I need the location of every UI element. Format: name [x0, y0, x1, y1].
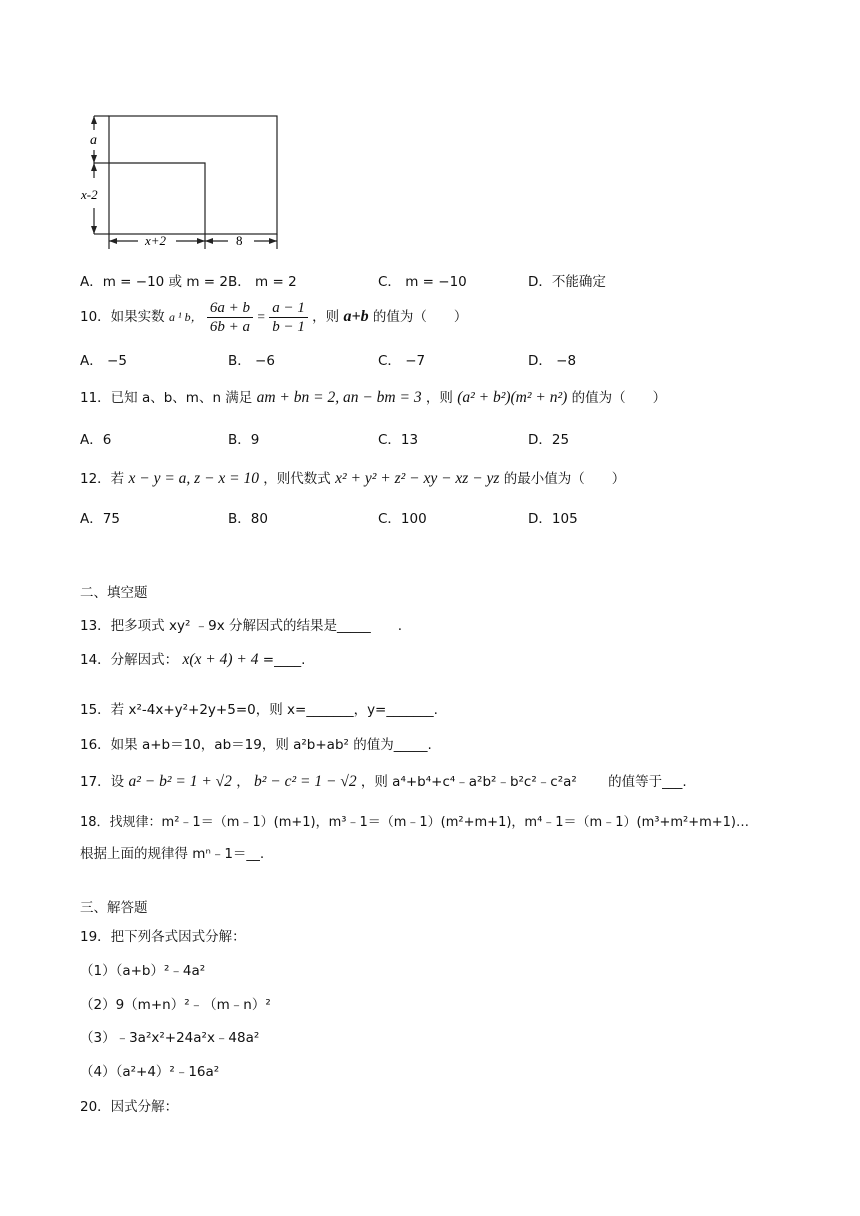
q9-option-a: A．m = −10 或 m = 2	[80, 274, 228, 290]
q11-option-d: D．25	[528, 432, 570, 448]
q9-option-d: D．不能确定	[528, 274, 606, 290]
q10-option-a: A． −5	[80, 353, 127, 369]
question-10: 10．如果实数 a ¹ b， $\frac{6a + b}{6b + a}$ = $\frac{a - 1}{b - 1}$ ，则 a+b 的值为（ ）	[80, 299, 468, 335]
section-fill-in-heading: 二、填空题	[80, 585, 148, 601]
q12-option-b: B．80	[228, 511, 268, 527]
label-x-plus-2: x+2	[145, 233, 167, 248]
q10-option-d: D． −8	[528, 353, 577, 369]
question-13: 13．把多项式 xy² ﹣9x 分解因式的结果是_____ .	[80, 618, 403, 634]
q9-option-c: C． m = −10	[378, 274, 467, 290]
question-20: 20．因式分解：	[80, 1099, 179, 1115]
q10-fraction-left: $\frac{6a + b}{6b + a}$	[207, 299, 253, 336]
q9-option-b: B． m = 2	[228, 274, 297, 290]
label-8: 8	[236, 233, 243, 248]
q10-option-b: B． −6	[228, 353, 275, 369]
question-18-line1: 18．找规律：m²﹣1＝（m﹣1）(m+1)，m³﹣1＝（m﹣1）(m²+m+1)，m⁴﹣1＝（m﹣1）(m³+m²+m+1)…	[80, 815, 749, 830]
q10-fraction-right: $\frac{a - 1}{b - 1}$	[269, 299, 308, 336]
question-19-title: 19．把下列各式因式分解：	[80, 929, 246, 945]
question-16: 16．如果 a+b＝10，ab＝19，则 a²b+ab² 的值为_____.	[80, 737, 432, 753]
q12-option-d: D．105	[528, 511, 578, 527]
q19-item-3: （3）﹣3a²x²+24a²x﹣48a²	[80, 1030, 260, 1046]
q19-item-4: （4）（a²+4）²﹣16a²	[80, 1064, 220, 1080]
question-18-line2: 根据上面的规律得 mⁿ﹣1＝__.	[80, 846, 265, 862]
q12-option-c: C．100	[378, 511, 427, 527]
q19-item-2: （2）9（m+n）²﹣（m﹣n）²	[80, 997, 271, 1013]
q11-option-a: A．6	[80, 432, 112, 448]
question-15: 15．若 x²-4x+y²+2y+5=0，则 x=_______，y=_______.	[80, 702, 438, 718]
question-14: 14．分解因式： x(x + 4) + 4 =____.	[80, 651, 306, 668]
q12-option-a: A．75	[80, 511, 120, 527]
q11-option-c: C．13	[378, 432, 419, 448]
question-12: 12．若 x − y = a, z − x = 10 ，则代数式 x² + y² + z² − xy − xz − yz 的最小值为（ ）	[80, 470, 626, 487]
question-11: 11．已知 a、b、m、n 满足 am + bn = 2, an − bm = 3 ，则 (a² + b²)(m² + n²) 的值为（ ）	[80, 389, 667, 406]
q11-option-b: B．9	[228, 432, 260, 448]
label-a: a	[90, 133, 97, 148]
q19-item-1: （1）（a+b）²﹣4a²	[80, 963, 206, 979]
question-17: 17．设 a² − b² = 1 + √2 ， b² − c² = 1 − √2 ，则 a⁴+b⁴+c⁴﹣a²b²﹣b²c²﹣c²a² 的值等于___.	[80, 773, 687, 790]
section-answer-heading: 三、解答题	[80, 900, 148, 916]
q10-option-c: C． −7	[378, 353, 426, 369]
rectangle-diagram	[78, 108, 288, 256]
label-x-minus-2: x-2	[81, 187, 98, 202]
